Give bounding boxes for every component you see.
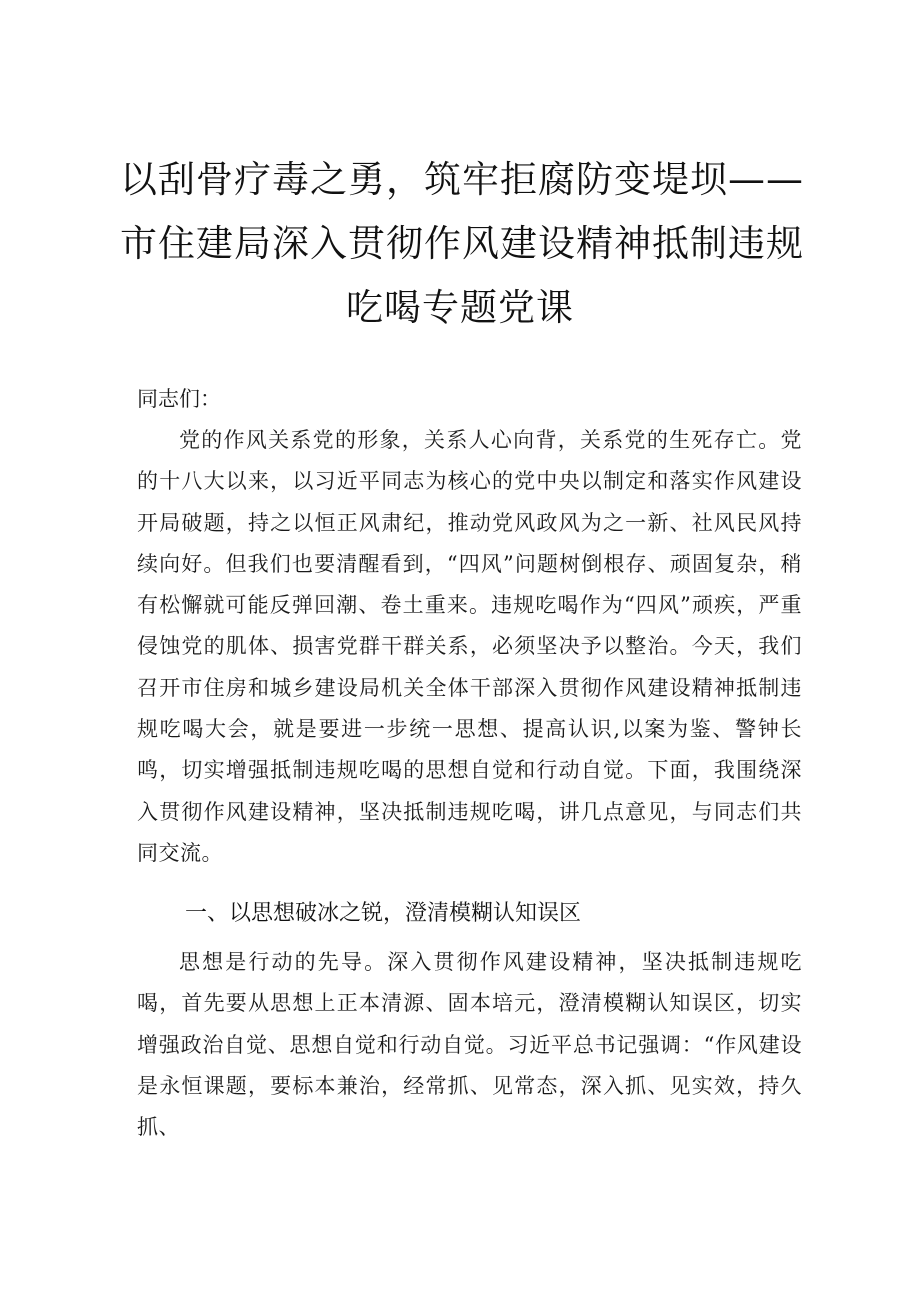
title-line-2: 市住建局深入贯彻作风建设精神抵制违规 [120, 222, 804, 265]
section-1-heading: 一、以思想破冰之锐，澄清模糊认知误区 [185, 901, 582, 926]
paragraph-1: 党的作风关系党的形象，关系人心向背，关系党的生死存亡。党的十八大以来，以习近平同志为核心的党中央以制定和落实作风建设开局破题，持之以恒正风肃纪，推动党风政风为之一新、社风民风持续向好。但我们也要清醒看到，“四风”问题树倒根存、顽固复杂，稍有松懈就可能反弹回潮、卷土重来。违规吃喝作为“四风”顽疾，严重侵蚀党的肌体、损害党群干群关系，必须坚决予以整治。今天，我们召开市住房和城乡建设局机关全体干部深入贯彻作风建设精神抵制违规吃喝大会，就是要进一步统一思想、提高认识,以案为鉴、警钟长鸣，切实增强抵制违规吃喝的思想自觉和行动自觉。下面，我围绕深入贯彻作风建设精神，坚决抵制违规吃喝，讲几点意见，与同志们共同交流。 [137, 428, 802, 865]
title-line-1: 以刮骨疗毒之勇，筑牢拒腐防变堤坝—— [120, 158, 804, 201]
document-title [120, 148, 804, 340]
paragraph-2: 思想是行动的先导。深入贯彻作风建设精神，坚决抵制违规吃喝，首先要从思想上正本清源、固本培元，澄清模糊认知误区，切实增强政治自觉、思想自觉和行动自觉。习近平总书记强调：“作风建设是永恒课题，要标本兼治，经常抓、见常态，深入抓、见实效，持久抓、 [137, 950, 802, 1140]
salutation: 同志们： [137, 387, 221, 411]
title-line-3: 吃喝专题党课 [346, 286, 574, 329]
